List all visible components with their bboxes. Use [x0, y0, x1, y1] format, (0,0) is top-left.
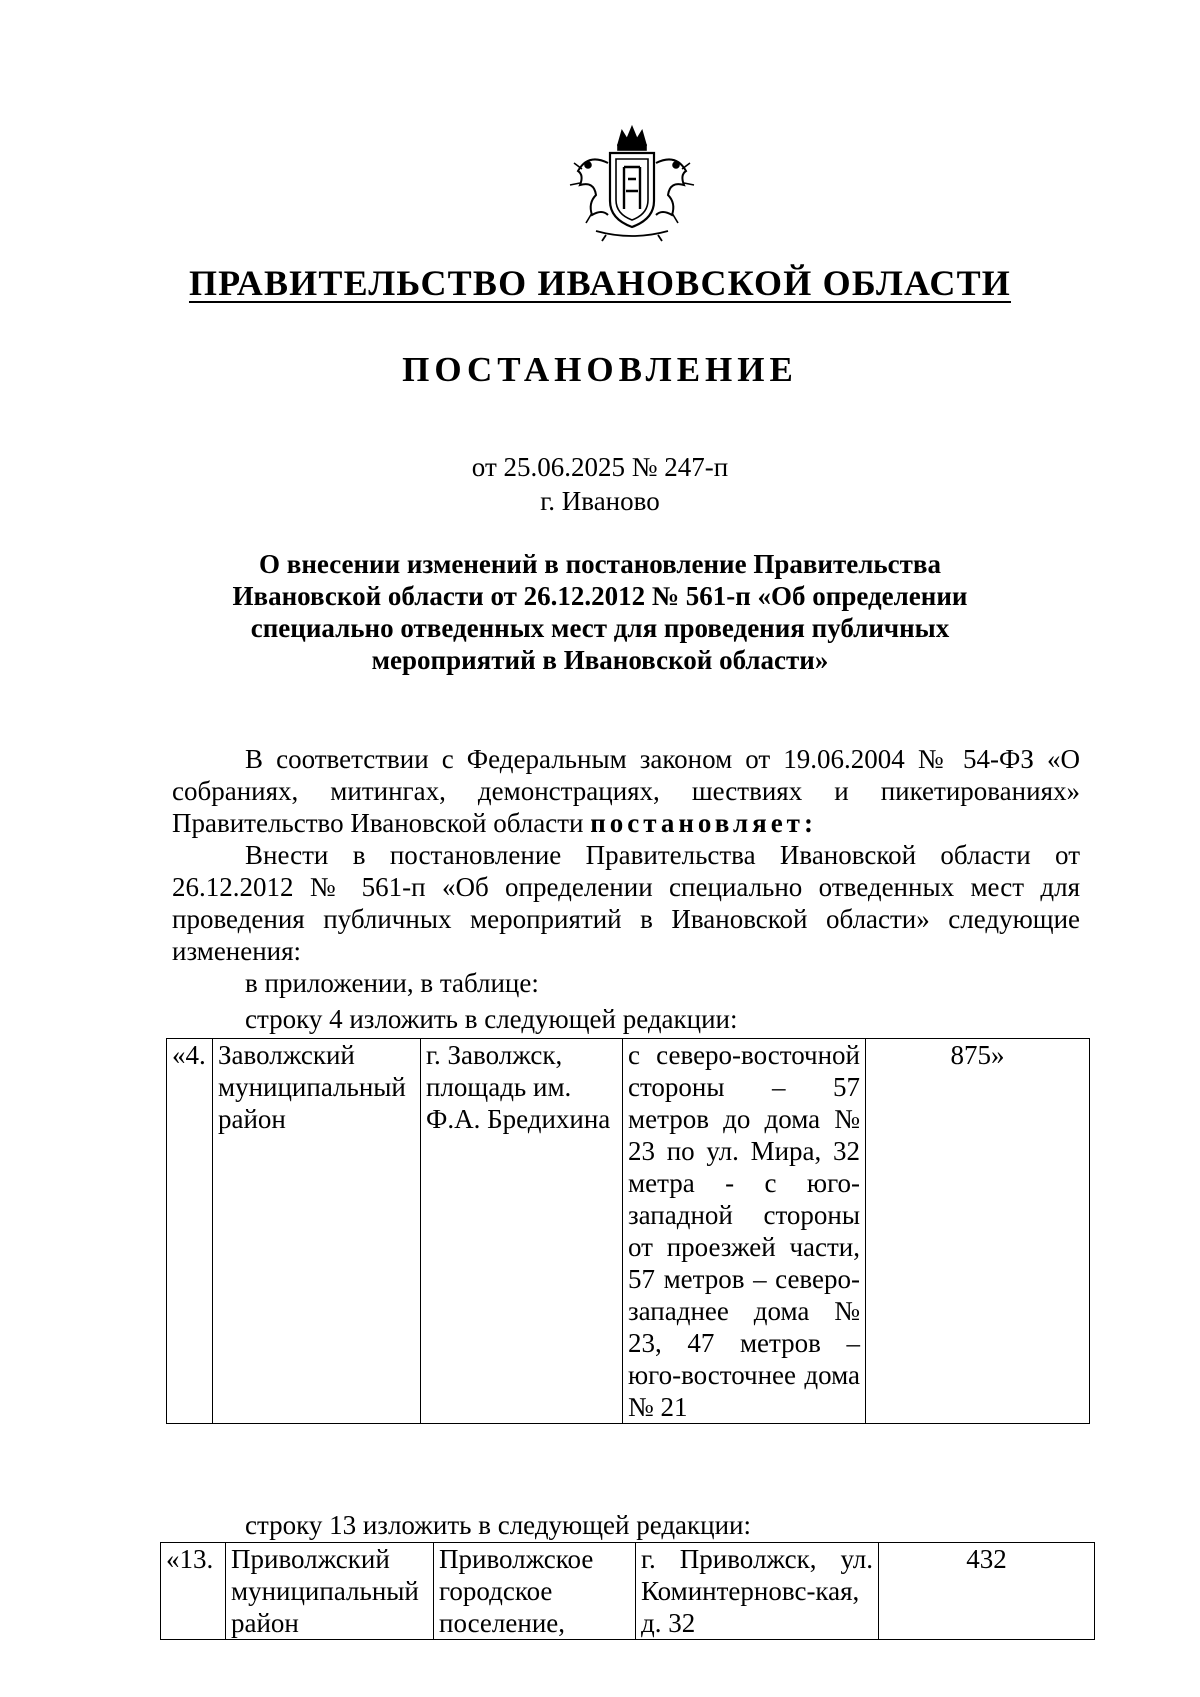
coat-of-arms-emblem: [566, 123, 698, 243]
document-subject: О внесении изменений в постановление Правительства Ивановской области от 26.12.2012 № 561-п «Об определении специально отведенных мест для проведения публичных мероприятий в Ивановской области»: [232, 549, 968, 675]
row4-place: г. Заволжск, площадь им. Ф.А. Бредихина: [421, 1039, 623, 1424]
row13-value: 432: [879, 1543, 1095, 1640]
appendix-note: в приложении, в таблице:: [245, 968, 539, 998]
table-row: [167, 1039, 1090, 1424]
coat-of-arms-icon: [566, 123, 698, 243]
table-row: [161, 1543, 1095, 1640]
row13-instruction: строку 13 изложить в следующей редакции:: [245, 1510, 752, 1540]
row4-district: Заволжский муниципальный район: [213, 1039, 421, 1424]
row13-table: [160, 1542, 1095, 1640]
row4-value: 875»: [866, 1039, 1090, 1424]
row4-boundaries: с северо-восточной стороны – 57 метров до дома № 23 по ул. Мира, 32 метра - с юго-западной стороны от проезжей части, 57 метров – северо-западнее дома № 23, 47 метров – юго-восточнее дома № 21: [623, 1039, 866, 1424]
amendment-paragraph: Внести в постановление Правительства Ивановской области от 26.12.2012 № 561-п «Об определении специально отведенных мест для проведения публичных мероприятий в Ивановской области» следующие изменения:: [172, 840, 1080, 966]
decree-keyword: постановляет:: [590, 808, 817, 838]
document-city: г. Иваново: [540, 486, 660, 516]
document-body: [172, 743, 1080, 999]
preamble-paragraph: В соответствии с Федеральным законом от 19.06.2004 № 54-ФЗ «О собраниях, митингах, демонстрациях, шествиях и пикетированиях» Правительство Ивановской области постановляет:: [172, 744, 1080, 838]
document-date-number: от 25.06.2025 № 247-п: [471, 452, 729, 482]
document-type: ПОСТАНОВЛЕНИЕ: [402, 350, 798, 389]
row4-number: «4.: [167, 1039, 213, 1424]
row13-number: «13.: [161, 1543, 226, 1640]
row13-address: г. Приволжск, ул. Коминтерновс-кая, д. 32: [636, 1543, 879, 1640]
row13-settlement: Приволжское городское поселение,: [434, 1543, 636, 1640]
row4-instruction: строку 4 изложить в следующей редакции:: [245, 1004, 738, 1034]
row4-table: [166, 1038, 1090, 1424]
row13-district: Приволжский муниципальный район: [226, 1543, 434, 1640]
organization-title: ПРАВИТЕЛЬСТВО ИВАНОВСКОЙ ОБЛАСТИ: [188, 263, 1011, 303]
document-meta: [0, 450, 1200, 518]
